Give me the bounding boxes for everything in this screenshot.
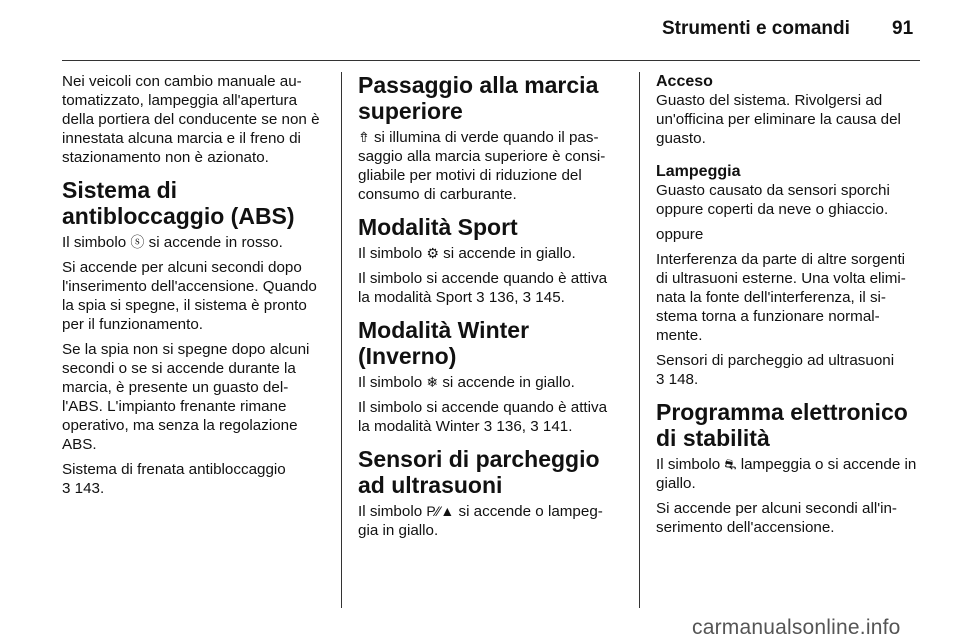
sport-p1-pre: Il simbolo [358,245,427,262]
column-2 [358,72,623,546]
winter-paragraph-2: Il simbolo si accende quando è attiva la modalità Winter 3 136, 3 141. [358,399,608,435]
winter-paragraph-1 [358,373,623,392]
page-header-title: Strumenti e comandi [662,18,850,39]
esp-paragraph-2: Si accende per alcuni secondi all'in-serimento dell'accensione. [656,500,897,536]
abs-paragraph-4: Sistema di frenata antibloccaggio [62,461,286,478]
sensors-reference: 3 148. [656,371,699,388]
interference-paragraph: Interferenza da parte di altre sorgenti di ultrasuoni esterne. Una volta elimi-nata la fonte dell'interferenza, il si-stema torna a funzionare normal-mente. [656,251,906,344]
sport-mode-icon: ⚙ [426,245,439,261]
sport-paragraph-2: Il simbolo si accende quando è attiva la modalità Sport 3 136, 3 145. [358,270,608,306]
abs-paragraph-2: Si accende per alcuni secondi dopo l'inserimento dell'accensione. Quando la spia si spegne, il sistema è pronto per il funzionamento. [62,259,317,333]
footer-brand: carmanualsonline.info [692,616,901,639]
page-number: 91 [892,18,914,39]
column-divider-1 [341,72,342,608]
abs-warning-icon: ⓢ [130,234,145,250]
winter-heading: Modalità Winter (Inverno) [358,317,530,369]
winter-mode-icon: ❄ [426,374,439,390]
winter-p1-post: si accende in giallo. [438,374,575,391]
on-subheading: Acceso [656,73,713,90]
upshift-heading: Passaggio alla marcia superiore [358,72,599,124]
abs-p1-post: si accende in rosso. [144,234,283,251]
upshift-paragraph [358,128,623,204]
abs-p1-pre: Il simbolo [62,234,131,251]
esp-heading: Programma elettronico di stabilità [656,399,908,451]
column-1 [62,72,328,504]
park-p1-pre: Il simbolo [358,503,427,520]
oppure-text: oppure [656,226,704,243]
abs-paragraph-1 [62,233,328,252]
esp-p1-pre: Il simbolo [656,456,725,473]
abs-reference: 3 143. [62,480,105,497]
upshift-icon: ⇮ [358,129,370,145]
sport-p1-post: si accende in giallo. [438,245,576,262]
sport-paragraph-1 [358,244,623,263]
blinking-paragraph: Guasto causato da sensori sporchi oppure coperti da neve o ghiaccio. [656,182,890,218]
upshift-text: si illumina di verde quando il pas-saggio alla marcia superiore è consi-gliabile per motivi di riduzione del consumo di carburante. [358,129,606,203]
intro-paragraph: Nei veicoli con cambio manuale au-tomatizzato, lampeggia all'apertura della portiera del conducente se non è innestata alcuna marcia e il freno di stazionamento non è azionato. [62,73,320,166]
parking-sensor-icon: P⁄⁄▲ [426,503,455,519]
header-rule [62,60,920,61]
parking-sensors-heading: Sensori di parcheggio ad ultrasuoni [358,446,600,498]
sport-heading: Modalità Sport [358,214,518,240]
esp-paragraph-1 [656,455,921,493]
column-divider-2 [639,72,640,608]
esp-icon: ⛐ [724,456,737,472]
winter-p1-pre: Il simbolo [358,374,427,391]
on-paragraph: Guasto del sistema. Rivolgersi ad un'officina per eliminare la causa del guasto. [656,92,901,147]
parking-sensors-paragraph [358,502,623,540]
abs-heading: Sistema di antibloccaggio (ABS) [62,177,295,229]
blinking-subheading: Lampeggia [656,163,741,180]
sensors-paragraph: Sensori di parcheggio ad ultrasuoni [656,352,895,369]
column-3 [656,72,921,543]
park-p1-post: si accende o lampeg-gia in giallo. [358,503,603,539]
esp-p1-post: lampeggia o si accende in giallo. [656,456,917,492]
abs-paragraph-3: Se la spia non si spegne dopo alcuni secondi o se si accende durante la marcia, è presente un guasto del-l'ABS. L'impianto frenante rimane operativo, ma senza la regolazione ABS. [62,341,310,453]
